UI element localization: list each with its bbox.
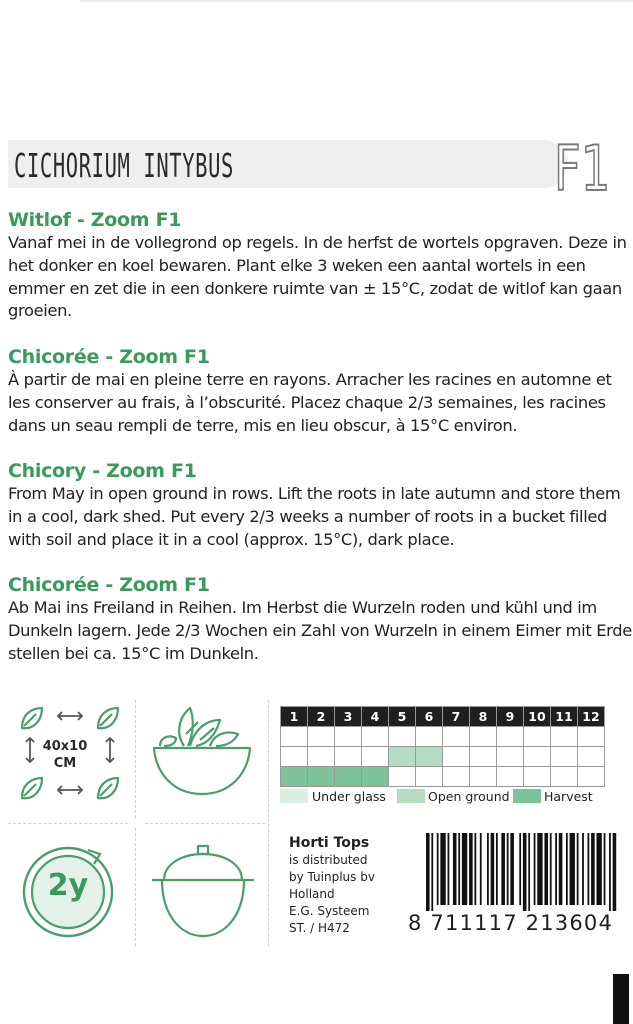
calendar-cell <box>551 747 578 767</box>
section-text: Ab Mai ins Freiland in Reihen. Im Herbst die Wurzeln roden und kühl und im Dunkeln lagern. Jede 2/3 Wochen ein Zahl von Wurzeln in einem Eimer mit Erde stellen bei ca. 15°C im Dunkeln. <box>8 598 632 663</box>
divider-horizontal <box>8 823 128 824</box>
barcode-bar <box>534 833 536 905</box>
legend-label: Harvest <box>544 789 593 804</box>
barcode-bar <box>537 833 542 905</box>
divider-horizontal <box>145 823 265 824</box>
barcode-bar <box>510 833 514 905</box>
barcode-bar <box>501 833 505 905</box>
calendar-cell <box>470 747 497 767</box>
divider-vertical <box>135 700 136 818</box>
legend-swatch-open-ground <box>397 789 425 803</box>
calendar-row-under-glass <box>281 727 605 747</box>
month-cell: 11 <box>551 707 578 727</box>
species-name: CICHORIUM INTYBUS <box>14 146 234 185</box>
legend-label: Under glass <box>312 789 386 804</box>
distributor-line: Holland <box>289 887 335 901</box>
calendar-cell <box>578 727 605 747</box>
section-text: From May in open ground in rows. Lift the roots in late autumn and store them in a cool, dark shed. Put every 2/3 weeks a number of roots in a bucket filled with soil and place it in a cool (approx. 15°C), dark place. <box>8 484 621 549</box>
calendar-cell <box>470 767 497 787</box>
barcode-bar <box>550 833 552 905</box>
calendar-cell <box>362 727 389 747</box>
month-cell: 9 <box>497 707 524 727</box>
calendar-cell <box>524 747 551 767</box>
section-text: Vanaf mei in de vollegrond op regels. In de herfst de wortels opgraven. Deze in het donker en koel bewaren. Plant elke 3 weken een aantal wortels in een emmer en zet die in een donkere ruimte van ± 15°C, zodat de witlof kan gaan groeien. <box>8 233 627 321</box>
distributor-line: ST. / H472 <box>289 921 350 935</box>
brand-name: Horti Tops <box>289 835 370 851</box>
barcode-image <box>426 833 618 911</box>
barcode-bar <box>613 833 617 911</box>
barcode-bar <box>496 833 498 905</box>
calendar-cell <box>389 747 416 767</box>
barcode-bar <box>609 833 611 911</box>
calendar-cell <box>281 747 308 767</box>
spacing-unit: CM <box>53 756 77 771</box>
barcode-bar <box>426 833 430 911</box>
calendar-cell <box>578 747 605 767</box>
section-french <box>8 345 633 437</box>
calendar-cell <box>389 727 416 747</box>
barcode-bar <box>591 833 595 905</box>
distributor-info <box>289 834 375 937</box>
calendar-cell <box>281 727 308 747</box>
section-english <box>8 459 633 551</box>
section-german <box>8 573 633 665</box>
barcode-bar <box>555 833 557 905</box>
barcode-bar <box>582 833 584 905</box>
legend-label: Open ground <box>428 789 510 804</box>
barcode-bar <box>448 833 450 905</box>
month-cell: 8 <box>470 707 497 727</box>
distributor-line: by Tuinplus bv <box>289 870 375 884</box>
barcode-number: 8 711117 213604 <box>408 911 614 935</box>
barcode-bar <box>559 833 563 905</box>
month-cell: 6 <box>416 707 443 727</box>
corner-mark <box>613 974 629 1024</box>
section-text: À partir de mai en pleine terre en rayons. Arracher les racines en automne et les conserver au frais, à l’obscurité. Placez chaque 2/3 semaines, les racines dans un seau rempli de terre, mis en lieu obscur, à 15°C environ. <box>8 370 612 435</box>
calendar-cell <box>443 747 470 767</box>
calendar-cell <box>416 767 443 787</box>
barcode-bar <box>570 833 575 905</box>
spacing-value: 40x10 <box>42 739 88 754</box>
divider-vertical <box>268 700 269 946</box>
calendar-cell <box>362 767 389 787</box>
calendar-cell <box>281 767 308 787</box>
barcode-bar <box>458 833 460 905</box>
month-cell: 1 <box>281 707 308 727</box>
calendar-header-row <box>281 707 605 727</box>
calendar-cell <box>362 747 389 767</box>
calendar-cell <box>524 767 551 787</box>
sowing-calendar <box>280 706 605 787</box>
calendar-cell <box>524 727 551 747</box>
calendar-cell <box>389 767 416 787</box>
section-title: Chicorée - Zoom F1 <box>8 346 210 368</box>
barcode-bar <box>480 833 482 905</box>
barcode-bar <box>544 833 548 905</box>
calendar-cell <box>470 727 497 747</box>
month-cell: 10 <box>524 707 551 727</box>
barcode-bar <box>507 833 509 905</box>
barcode-bar <box>523 833 527 911</box>
f1-mark: F1 <box>554 132 611 205</box>
barcode-bar <box>528 833 530 911</box>
calendar-cell <box>497 747 524 767</box>
barcode-bar <box>469 833 473 905</box>
divider-vertical <box>135 828 136 946</box>
barcode-bar <box>596 833 601 905</box>
distributor-line: E.G. Systeem <box>289 904 370 918</box>
barcode-bar <box>440 833 445 905</box>
calendar-cell <box>308 767 335 787</box>
barcode-bar <box>431 833 433 911</box>
duration-label: 2y <box>47 868 89 903</box>
calendar-cell <box>416 747 443 767</box>
calendar-cell <box>443 767 470 787</box>
pot-icon <box>150 840 256 944</box>
section-dutch <box>8 208 633 323</box>
barcode-bar <box>453 833 457 905</box>
barcode-bar <box>474 833 476 905</box>
month-cell: 12 <box>578 707 605 727</box>
calendar-row-harvest <box>281 767 605 787</box>
calendar-cell <box>551 767 578 787</box>
barcode-bar <box>437 833 439 905</box>
distributor-line: is distributed <box>289 853 368 867</box>
month-cell: 5 <box>389 707 416 727</box>
month-cell: 7 <box>443 707 470 727</box>
barcode-bar <box>487 833 489 905</box>
calendar-cell <box>308 747 335 767</box>
calendar-cell <box>416 727 443 747</box>
month-cell: 3 <box>335 707 362 727</box>
calendar-row-open-ground <box>281 747 605 767</box>
calendar-cell <box>335 767 362 787</box>
salad-bowl-icon <box>150 704 254 800</box>
calendar-cell <box>308 727 335 747</box>
barcode-bar <box>491 833 495 905</box>
barcode-bar <box>462 833 467 905</box>
section-title: Chicory - Zoom F1 <box>8 460 197 482</box>
barcode-bar <box>566 833 568 905</box>
calendar-cell <box>578 767 605 787</box>
section-title: Witlof - Zoom F1 <box>8 209 182 231</box>
month-cell: 2 <box>308 707 335 727</box>
top-edge-line <box>80 0 633 2</box>
barcode-bar <box>519 833 521 905</box>
calendar-cell <box>443 727 470 747</box>
calendar-cell <box>335 727 362 747</box>
calendar-cell <box>497 767 524 787</box>
calendar-cell <box>497 727 524 747</box>
barcode-bar <box>577 833 579 905</box>
calendar-cell <box>551 727 578 747</box>
legend-swatch-harvest <box>513 789 541 803</box>
legend-swatch-under-glass <box>280 789 308 803</box>
month-cell: 4 <box>362 707 389 727</box>
section-title: Chicorée - Zoom F1 <box>8 574 210 596</box>
spacing-label <box>36 738 94 772</box>
calendar-cell <box>335 747 362 767</box>
barcode-bar <box>604 833 606 905</box>
barcode-bar <box>588 833 590 905</box>
